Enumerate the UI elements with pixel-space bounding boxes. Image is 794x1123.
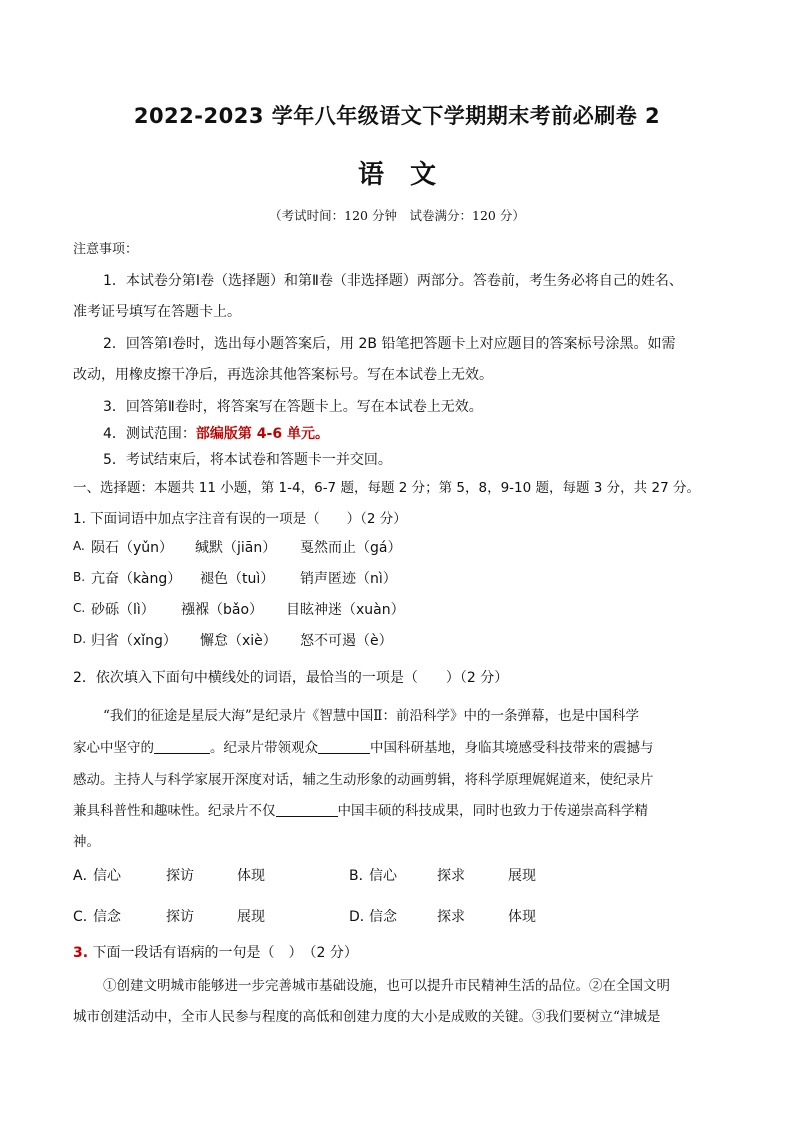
option-word-2: 探访 [166, 868, 194, 884]
passage-text: 中国科研基地，身临其境感受科技带来的震撼与 [370, 740, 654, 756]
notice-item-3: 3．回答第Ⅱ卷时，将答案写在答题卡上。写在本试卷上无效。 [103, 399, 483, 415]
notice-item-1-line-2: 准考证号填写在答题卡上。 [73, 304, 241, 320]
option-word-1: 亢奋（kàng） [91, 571, 182, 587]
option-word-2: 襁褓（bǎo） [181, 602, 264, 618]
fill-blank-3 [276, 802, 338, 817]
option-word-2: 探访 [166, 909, 194, 925]
notice-item-2-line-2: 改动，用橡皮擦干净后，再选涂其他答案标号。写在本试卷上无效。 [73, 367, 493, 383]
option-label: A． [73, 868, 97, 884]
option-word-1: 信念 [93, 909, 121, 925]
option-word-2: 缄默（jiān） [195, 540, 277, 556]
option-word-3: 展现 [237, 909, 265, 925]
question-3-text: 下面一段话有语病的一句是（ ） （2 分） [88, 945, 358, 961]
question-2-passage-line-5: 神。 [73, 834, 100, 850]
section-1-heading: 一、选择题：本题共 11 小题，第 1-4，6-7 题，每题 2 分；第 5，8，9-10 题，每题 3 分，共 27 分。 [73, 480, 700, 496]
option-word-3: 怒不可遏（è） [300, 633, 393, 649]
option-word-2: 懈怠（xiè） [200, 633, 277, 649]
notice-heading: 注意事项： [73, 242, 139, 257]
notice-item-1-line-1: 1．本试卷分第Ⅰ卷（选择题）和第Ⅱ卷（非选择题）两部分。答卷前，考生务必将自己的姓名、 [103, 273, 683, 289]
exam-time-info: （考试时间：120 分钟 试卷满分：120 分） [269, 208, 525, 223]
question-3-number: 3. [73, 945, 89, 961]
fill-blank-1 [154, 739, 210, 754]
question-2-passage-line-3: 感动。主持人与科学家展开深度对话，辅之生动形象的动画剪辑，将科学原理娓娓道来，使纪录片 [73, 772, 654, 788]
passage-text: 兼具科普性和趣味性。纪录片不仅 [73, 803, 276, 819]
notice-item-4 [103, 423, 329, 443]
option-label: C． [73, 909, 97, 925]
question-3-passage-line-2: 城市创建活动中，全市人民参与程度的高低和创建力度的大小是成败的关键。③我们要树立“津城是 [73, 1009, 661, 1025]
passage-text: 家心中坚守的 [73, 740, 154, 756]
option-label: B． [349, 868, 373, 884]
question-2-passage-line-1: “我们的征途是星辰大海”是纪录片《智慧中国Ⅱ：前沿科学》中的一条弹幕，也是中国科学 [103, 708, 639, 724]
option-word-2: 探求 [437, 868, 465, 884]
passage-text: 中国丰硕的科技成果，同时也致力于传递崇高科学精 [337, 803, 648, 819]
option-label: D. [73, 632, 87, 646]
option-label: A. [73, 539, 85, 553]
question-3-passage-line-1: ①创建文明城市能够进一步完善城市基础设施，也可以提升市民精神生活的品位。②在全国文明 [103, 978, 670, 994]
option-word-2: 探求 [437, 909, 465, 925]
test-range: 部编版第 4-6 单元。 [195, 426, 329, 442]
option-word-3: 体现 [508, 909, 536, 925]
option-word-3: 展现 [508, 868, 536, 884]
option-word-1: 信念 [369, 909, 397, 925]
fill-blank-2 [318, 739, 370, 754]
option-word-1: 归省（xǐng） [91, 633, 177, 649]
option-label: C. [73, 601, 86, 615]
subject-title: 语 文 [357, 160, 436, 190]
notice-item-2-line-1: 2．回答第Ⅰ卷时，选出每小题答案后，用 2B 铅笔把答题卡上对应题目的答案标号涂黑。如需 [103, 336, 676, 352]
notice-item-5: 5．考试结束后，将本试卷和答题卡一并交回。 [103, 452, 392, 468]
question-2-stem: 2．依次填入下面句中横线处的词语，最恰当的一项是（ ）（2 分） [73, 670, 509, 686]
option-word-3: 销声匿迹（nì） [300, 571, 397, 587]
option-word-3: 体现 [237, 868, 265, 884]
question-2-passage-line-2 [73, 736, 654, 756]
option-word-3: 目眩神迷（xuàn） [286, 602, 405, 618]
option-word-1: 陨石（yǔn） [91, 540, 174, 556]
option-word-3: 戛然而止（gá） [300, 540, 402, 556]
option-label: B. [73, 570, 86, 584]
option-word-1: 砂砾（lì） [91, 602, 155, 618]
option-word-2: 褪色（tuì） [200, 571, 275, 587]
notice-item-4-prefix: 4．测试范围： [103, 426, 196, 442]
exam-title: 2022-2023 学年八年级语文下学期期末考前必刷卷 2 [133, 104, 661, 128]
option-word-1: 信心 [369, 868, 397, 884]
question-3-stem [73, 942, 358, 962]
question-2-passage-line-4 [73, 799, 648, 819]
option-word-1: 信心 [93, 868, 121, 884]
option-label: D． [349, 909, 374, 925]
question-1-stem: 1. 下面词语中加点字注音有误的一项是（ ）（2 分） [73, 511, 407, 527]
passage-text: 。纪录片带领观众 [210, 740, 318, 756]
